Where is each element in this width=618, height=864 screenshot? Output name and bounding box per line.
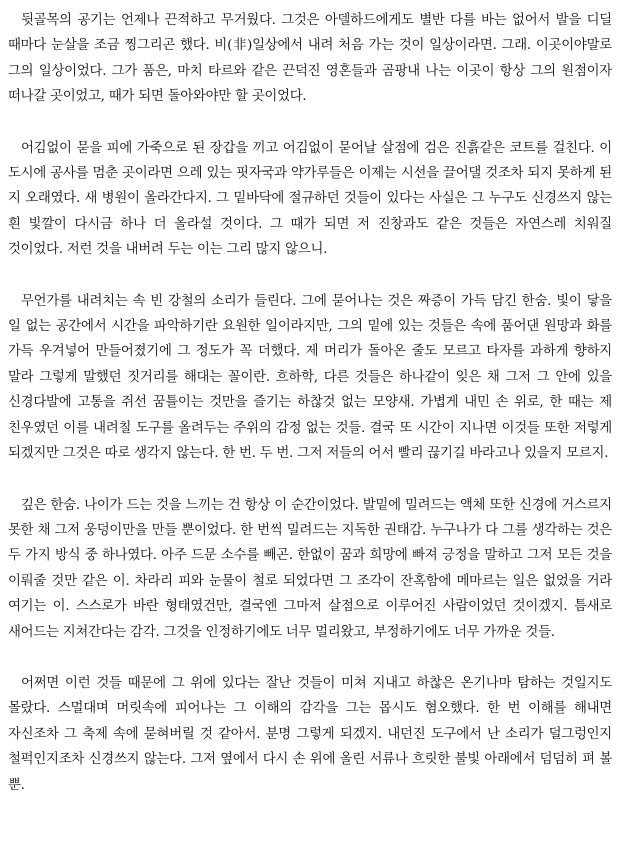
paragraph-4: 깊은 한숨. 나이가 드는 것을 느끼는 건 항상 이 순간이었다. 발밑에 밀려드는 액체 또한 신경에 거스르지 못한 채 그저 웅덩이만을 만들 뿐이었다. 한 번씩 밀려드는 지독한 권태감. 누구나가 다 그를 생각하는 것은 두 가지 방식 중 하나였다. 아주 드문 소수를 빼곤. 한없이 꿈과 희망에 빠져 긍정을 말하고 그저 모든 것을 이뤄줄 것만 같은 이. 차라리 피와 눈물이 철로 되었다면 그 조각이 잔혹함에 메마르는 일은 없었을 거라 여기는 이. 스스로가 바란 형태였건만, 결국엔 그마저 살점으로 이루어진 사람이었던 것이겠지. 틈새로 새어드는 지쳐간다는 감각. 그것을 인정하기에도 너무 멀리왔고, 부정하기에도 너무 가까운 것들. — [8, 497, 612, 640]
paragraph-2: 어김없이 묻을 피에 가죽으로 된 장갑을 끼고 어김없이 묻어날 살점에 검은 진흙같은 코트를 걸친다. 이 도시에 공사를 멈춘 곳이라면 으레 있는 핏자국과 약가루들은 이제는 시선을 끌어댈 것조차 되지 못하게 된 지 오래였다. 새 병원이 올라간다지. 그 밑바닥에 절규하던 것들이 있다는 사실은 그 누구도 신경쓰지 않는 흰 빛깔이 다시금 하나 더 올라설 것이다. 그 때가 되면 저 진창과도 같은 것들은 자연스레 치워질 것이었다. 저런 것을 내버려 두는 이는 그리 많지 않으니. — [8, 140, 612, 258]
paragraph-5: 어쩌면 이런 것들 때문에 그 위에 있다는 잘난 것들이 미쳐 지내고 하찮은 온기나마 탐하는 것일지도 몰랐다. 스멀대며 머릿속에 피어나는 그 이해의 감각을 그는 몹시도 혐오했다. 한 번 이해를 해내면 자신조차 그 축제 속에 묻혀버릴 것 같아서. 분명 그렇게 되겠지. 내던진 도구에서 난 소리가 덜그렁인지 철퍽인지조차 신경쓰지 않는다. 그저 옆에서 다시 손 위에 올린 서류나 흐릿한 불빛 아래에서 덤덤히 펴 볼 뿐. — [8, 675, 612, 793]
paragraph-3: 무언가를 내려치는 속 빈 강철의 소리가 들린다. 그에 묻어나는 것은 짜증이 가득 담긴 한숨. 빛이 닿을 일 없는 공간에서 시간을 파악하기란 요원한 일이라지만, 그의 밑에 있는 것들은 속에 품어댄 원망과 화를 가득 우겨넣어 만들어졌기에 그 정도가 꼭 더했다. 제 머리가 돌아온 줄도 모르고 타자를 과하게 향하지 말라 그렇게 말했던 짓거리를 해대는 꼴이란. 흐하학, 다른 것들은 하나같이 잊은 채 그저 그 안에 있을 신경다발에 고통을 쥐선 꿈틀이는 것만을 즐기는 하찮것 없는 모양새. 가볍게 내민 손 위로, 한 때는 제 친우였던 이를 내려칠 도구를 올려두는 주위의 감정 없는 것들. 결국 또 시간이 지나면 이것들 또한 저렇게 되겠지만 그것은 따로 생각지 않는다. 한 번. 두 번. 그저 저들의 어서 빨리 끊기길 바라고나 있을지 모르지. — [8, 293, 612, 462]
paragraph-1: 뒷골목의 공기는 언제나 끈적하고 무거웠다. 그것은 아델하드에게도 별반 다를 바는 없어서 발을 디딜 때마다 눈살을 조금 찡그리곤 했다. 비(非)일상에서 내려 처음 가는 것이 일상이라면. 그래. 이곳이야말로 그의 일상이었다. 그가 품은, 마치 타르와 같은 끈덕진 영혼들과 곰팡내 나는 이곳이 항상 그의 원점이자 떠나갈 곳이었고, 때가 되면 돌아와야만 할 곳이었다. — [8, 13, 612, 105]
